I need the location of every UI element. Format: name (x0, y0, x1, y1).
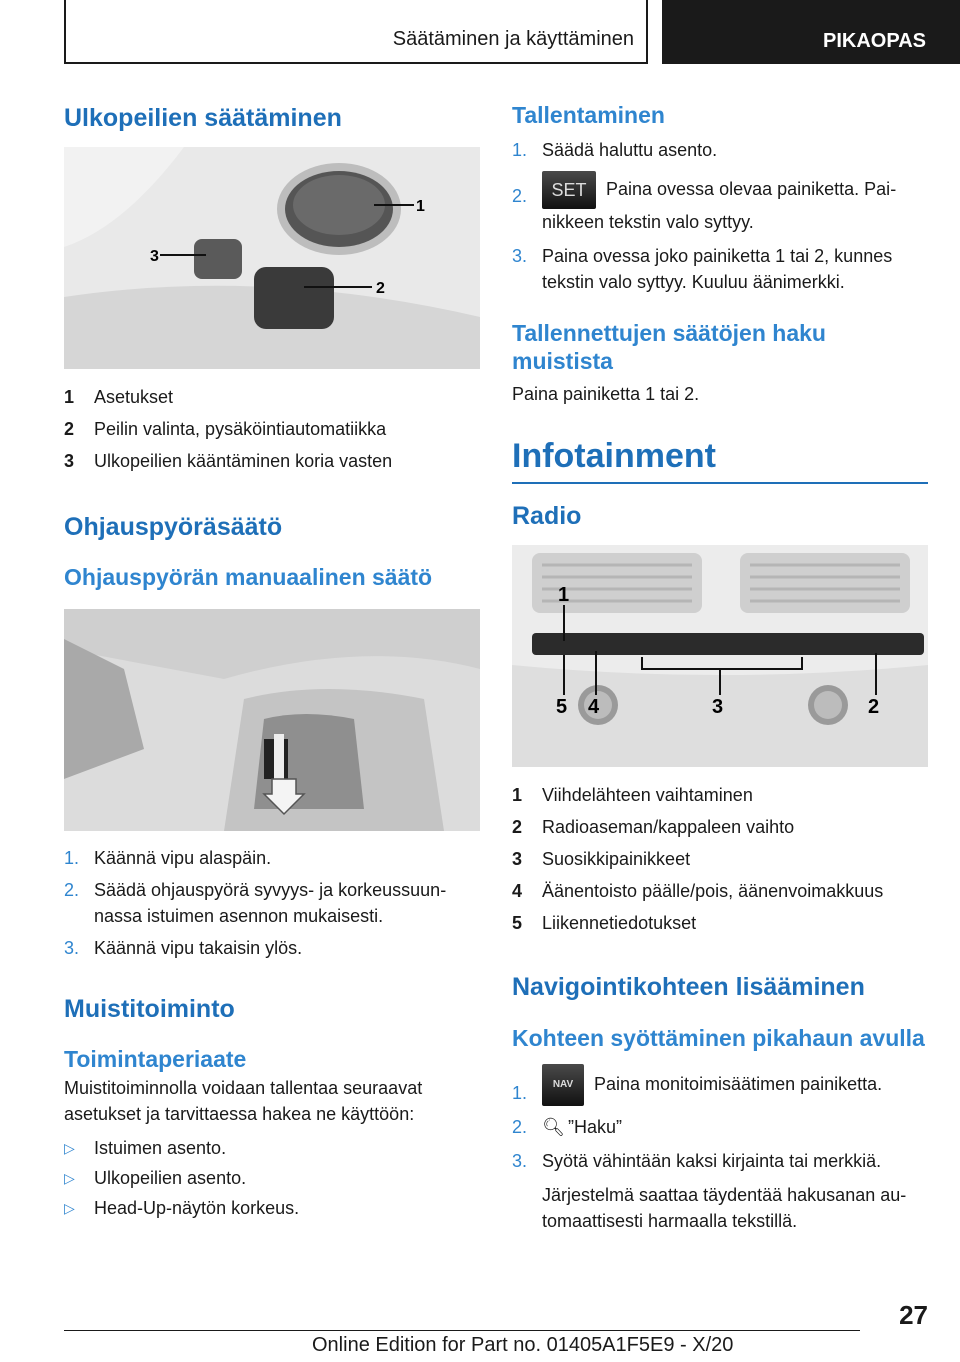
callout-num: 1 (512, 785, 523, 805)
step-text: Paina ovessa olevaa painiketta. Painikkeen tekstin valo syttyy. (542, 178, 897, 232)
callout-3 (64, 445, 480, 477)
radio-callouts (512, 779, 928, 939)
callout-text: Asetukset (94, 387, 174, 407)
footer-edition: Online Edition for Part no. 01405A1F5E9 - X/20 (312, 1334, 734, 1356)
footer-divider (64, 1330, 860, 1331)
steering-steps (64, 845, 480, 961)
header-tab (662, 0, 960, 64)
bullet-text: Ulkopeilien asento. (94, 1168, 247, 1188)
radio-figure (512, 545, 928, 767)
callout-1 (64, 381, 480, 413)
radio-label-5: 5 (556, 696, 568, 718)
bullet-item (64, 1163, 480, 1193)
callout-num: 3 (512, 849, 523, 869)
recall-heading: Tallennettujen säätöjen haku muistista (512, 320, 826, 374)
callout-num: 1 (64, 387, 75, 407)
radio-label-3: 3 (712, 696, 724, 718)
step-num: 3. (64, 938, 80, 958)
header-box (64, 0, 648, 64)
radio-panel-illustration (512, 545, 928, 767)
radio-label-2: 2 (868, 696, 880, 718)
radio-callout-4 (512, 875, 928, 907)
save-step-3 (512, 243, 928, 295)
step-text: Säädä haluttu asento. (542, 140, 718, 160)
callout-text: Peilin valinta, pysäköintiautomatiikka (94, 419, 387, 439)
step-num: 2. (512, 186, 528, 206)
callout-num: 4 (512, 881, 523, 901)
callout-text: Liikennetiedotukset (542, 913, 697, 933)
step-num: 1. (512, 1083, 528, 1103)
step-num: 1. (512, 140, 528, 160)
fig-label-1: 1 (416, 198, 425, 215)
radio-callout-2 (512, 811, 928, 843)
nav-steps (512, 1064, 928, 1234)
callout-num: 5 (512, 913, 523, 933)
right-column (512, 100, 928, 1234)
save-heading: Tallentaminen (512, 102, 665, 128)
nav-button-image: NAV (542, 1064, 584, 1106)
fig-label-3: 3 (150, 248, 159, 265)
infotainment-heading: Infotainment (512, 437, 928, 484)
step-3 (64, 935, 480, 961)
search-icon: 🔍︎ (542, 1117, 565, 1137)
nav-step-1 (512, 1064, 928, 1106)
radio-callout-3 (512, 843, 928, 875)
step-num: 2. (512, 1117, 528, 1137)
bullet-item (64, 1193, 480, 1223)
nav-subheading: Kohteen syöttäminen pikahaun avulla (512, 1025, 925, 1051)
callout-text: Ulkopeilien kääntäminen koria vasten (94, 451, 393, 471)
bullet-item (64, 1133, 480, 1163)
step-text: Syötä vähintään kaksi kirjainta tai merkkiä. (542, 1151, 882, 1171)
steering-heading: Ohjauspyöräsäätö (64, 513, 283, 541)
memory-subheading: Toimintaperiaate (64, 1046, 247, 1072)
step-text: Käännä vipu takaisin ylös. (94, 938, 303, 958)
step-text: ”Haku” (568, 1117, 623, 1137)
step-body (542, 171, 928, 235)
radio-callout-1 (512, 779, 928, 811)
left-column (64, 100, 480, 1223)
mirror-callouts (64, 381, 480, 477)
fig-label-2: 2 (376, 280, 385, 297)
step-text: Paina ovessa joko painiketta 1 tai 2, kunnes tekstin valo syttyy. Kuuluu äänimerkki. (542, 246, 893, 292)
callout-num: 3 (64, 451, 75, 471)
callout-text: Radioaseman/kappaleen vaihto (542, 817, 795, 837)
nav-step-2 (512, 1114, 928, 1140)
mirrors-heading: Ulkopeilien säätäminen (64, 104, 342, 132)
save-step-1 (512, 137, 928, 163)
step-num: 3. (512, 246, 528, 266)
recall-text: Paina painiketta 1 tai 2. (512, 384, 700, 404)
callout-text: Äänentoisto päälle/pois, äänenvoimakkuus (542, 881, 884, 901)
save-step-2 (512, 171, 928, 235)
bullet-text: Head-Up-näytön korkeus. (94, 1198, 300, 1218)
step-num: 3. (512, 1151, 528, 1171)
mirror-switch-illustration (64, 147, 480, 369)
step-body (542, 1064, 882, 1106)
step-text: Paina monitoimisäätimen painiketta. (594, 1073, 883, 1094)
steering-figure (64, 609, 480, 831)
step-body (542, 1114, 622, 1140)
callout-num: 2 (64, 419, 75, 439)
triangle-icon: ▷ (64, 1170, 75, 1186)
callout-num: 2 (512, 817, 523, 837)
callout-2 (64, 413, 480, 445)
memory-heading: Muistitoiminto (64, 995, 235, 1023)
memory-text: Muistitoiminnolla voidaan tallentaa seuraavat asetukset ja tarvittaessa hakea ne käyttöön: (64, 1078, 423, 1124)
memory-bullets (64, 1133, 480, 1223)
radio-callout-5 (512, 907, 928, 939)
step-num: 1. (64, 848, 80, 868)
triangle-icon: ▷ (64, 1200, 75, 1216)
section-title: Säätäminen ja käyttäminen (392, 28, 634, 50)
steering-lever-illustration (64, 609, 480, 831)
step-text: Käännä vipu alaspäin. (94, 848, 272, 868)
page-number: 27 (899, 1300, 928, 1330)
steering-subheading: Ohjauspyörän manuaalinen säätö (64, 564, 433, 590)
save-steps (512, 137, 928, 295)
step-2 (64, 877, 480, 929)
nav-step-3 (512, 1148, 928, 1174)
mirror-switch-figure (64, 147, 480, 369)
callout-text: Suosikkipainikkeet (542, 849, 691, 869)
step-1 (64, 845, 480, 871)
step-text: Säädä ohjauspyörä syvyys- ja korkeussuunnassa istuimen asennon mukaisesti. (94, 880, 447, 926)
triangle-icon: ▷ (64, 1140, 75, 1156)
tab-label: PIKAOPAS (823, 30, 926, 52)
nav-heading: Navigointikohteen lisääminen (512, 973, 865, 1001)
radio-label-4: 4 (588, 696, 600, 718)
note-text: Järjestelmä saattaa täydentää hakusanan automaattisesti harmaalla tekstillä. (542, 1185, 907, 1231)
step-num: 2. (64, 880, 80, 900)
set-button-image: SET (542, 171, 596, 209)
bullet-text: Istuimen asento. (94, 1138, 227, 1158)
radio-label-1: 1 (558, 584, 570, 606)
callout-text: Viihdelähteen vaihtaminen (542, 785, 753, 805)
nav-note (512, 1182, 928, 1234)
radio-heading: Radio (512, 502, 582, 530)
